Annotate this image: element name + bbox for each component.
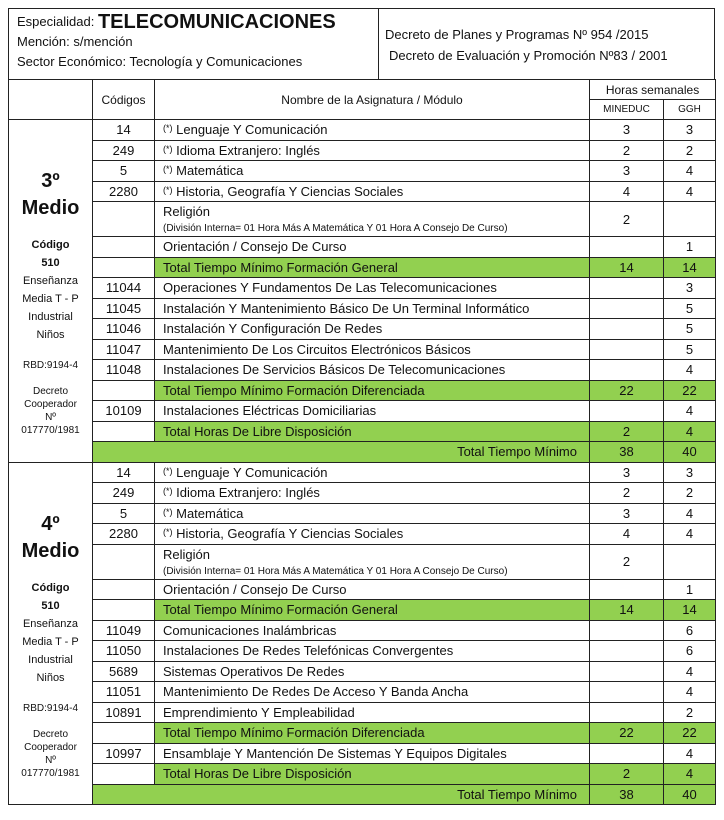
subject-name-cell xyxy=(155,202,590,237)
hours-mineduc xyxy=(590,661,664,682)
hours-mineduc xyxy=(590,237,664,258)
hours-ggh xyxy=(664,202,716,237)
asterisk-mark: (*) xyxy=(163,164,173,175)
hours-ggh: 3 xyxy=(664,120,716,141)
decree-line-2: Cooperador xyxy=(24,399,77,410)
hours-mineduc: 14 xyxy=(590,600,664,621)
grand-total-mineduc: 38 xyxy=(590,442,664,463)
subject-name: Instalaciones De Servicios Básicos De Telecomunicaciones xyxy=(163,362,506,378)
subject-name: Matemática xyxy=(176,505,244,521)
hours-ggh: 14 xyxy=(664,600,716,621)
hours-ggh: 4 xyxy=(664,161,716,182)
subject-name-cell xyxy=(155,579,590,600)
subject-name-cell xyxy=(155,503,590,524)
grade-level: Medio xyxy=(21,539,80,562)
subject-name-cell xyxy=(155,483,590,504)
hours-mineduc: 3 xyxy=(590,503,664,524)
subject-name: Idioma Extranjero: Inglés xyxy=(176,485,320,501)
hours-mineduc: 3 xyxy=(590,161,664,182)
subject-name: Total Tiempo Mínimo Formación General xyxy=(163,602,398,618)
subject-code: 249 xyxy=(93,483,155,504)
subject-row xyxy=(9,161,716,182)
subject-name-cell xyxy=(155,360,590,381)
subject-row xyxy=(9,401,716,422)
subject-row xyxy=(9,278,716,299)
grand-total-ggh: 40 xyxy=(664,784,716,805)
subject-name-cell xyxy=(155,237,590,258)
subject-name: Historia, Geografía Y Ciencias Sociales xyxy=(176,526,404,542)
program-info xyxy=(9,579,92,687)
subject-name: Religión xyxy=(163,204,210,219)
subject-name: Lenguaje Y Comunicación xyxy=(176,122,328,138)
hours-ggh: 4 xyxy=(664,421,716,442)
subject-row xyxy=(9,702,716,723)
grand-total-row xyxy=(9,442,716,463)
header-box xyxy=(8,8,715,80)
col-ggh-header: GGH xyxy=(664,100,716,120)
subject-code xyxy=(93,544,155,579)
hours-ggh: 4 xyxy=(664,682,716,703)
teaching-line-2: Media T - P xyxy=(22,635,79,648)
subtotal-row xyxy=(9,421,716,442)
subject-code xyxy=(93,723,155,744)
hours-ggh: 22 xyxy=(664,723,716,744)
hours-ggh: 6 xyxy=(664,641,716,662)
subtotal-row xyxy=(9,600,716,621)
specialty-label: Especialidad: xyxy=(17,14,95,29)
decree-evaluation: Decreto de Evaluación y Promoción Nº83 / 2001 xyxy=(389,48,668,63)
subject-row xyxy=(9,339,716,360)
subject-name-cell xyxy=(155,524,590,545)
subject-name: Emprendimiento Y Empleabilidad xyxy=(163,704,355,720)
hours-mineduc xyxy=(590,319,664,340)
teaching-line-3: Industrial xyxy=(28,653,73,666)
subject-row xyxy=(9,462,716,483)
hours-ggh: 14 xyxy=(664,257,716,278)
subject-row xyxy=(9,579,716,600)
grade-level: Medio xyxy=(21,197,80,219)
subject-name-cell xyxy=(155,339,590,360)
subject-name: Sistemas Operativos De Redes xyxy=(163,663,345,679)
subject-name-cell xyxy=(155,319,590,340)
col-codes-header: Códigos xyxy=(93,80,155,120)
subject-name: Total Tiempo Mínimo Formación General xyxy=(163,259,398,275)
subject-name-cell xyxy=(155,600,590,621)
hours-mineduc: 3 xyxy=(590,120,664,141)
hours-mineduc xyxy=(590,620,664,641)
subject-row xyxy=(9,620,716,641)
subject-note: (División Interna= 01 Hora Más A Matemática Y 01 Hora A Consejo De Curso) xyxy=(163,223,508,234)
subject-row xyxy=(9,544,716,579)
hours-mineduc: 22 xyxy=(590,723,664,744)
hours-ggh: 1 xyxy=(664,237,716,258)
subject-name-cell xyxy=(155,544,590,579)
grade-side-cell xyxy=(9,120,93,463)
grade-number: 3º xyxy=(41,170,60,192)
hours-ggh: 1 xyxy=(664,579,716,600)
subject-name-cell xyxy=(155,120,590,141)
hours-mineduc: 22 xyxy=(590,380,664,401)
subject-row xyxy=(9,140,716,161)
asterisk-mark: (*) xyxy=(163,143,173,154)
hours-mineduc xyxy=(590,298,664,319)
teaching-line-4: Niños xyxy=(36,671,65,684)
hours-mineduc: 4 xyxy=(590,524,664,545)
subject-name: Lenguaje Y Comunicación xyxy=(176,464,328,480)
subject-row xyxy=(9,319,716,340)
subject-name: Idioma Extranjero: Inglés xyxy=(176,142,320,158)
subject-code xyxy=(93,380,155,401)
subject-code: 11050 xyxy=(93,641,155,662)
subject-row xyxy=(9,743,716,764)
hours-mineduc: 2 xyxy=(590,544,664,579)
subtotal-row xyxy=(9,257,716,278)
hours-mineduc: 2 xyxy=(590,483,664,504)
subject-code: 10891 xyxy=(93,702,155,723)
grade-label xyxy=(9,168,92,222)
asterisk-mark: (*) xyxy=(163,465,173,476)
subject-row xyxy=(9,181,716,202)
subject-code: 11048 xyxy=(93,360,155,381)
hours-ggh: 5 xyxy=(664,319,716,340)
hours-mineduc xyxy=(590,401,664,422)
grade-number: 4º xyxy=(41,512,60,535)
subject-code xyxy=(93,764,155,785)
subject-name-cell xyxy=(155,764,590,785)
subject-name: Instalaciones De Redes Telefónicas Convergentes xyxy=(163,643,454,659)
hours-ggh: 3 xyxy=(664,462,716,483)
col-mineduc-header: MINEDUC xyxy=(590,100,664,120)
subject-code: 2280 xyxy=(93,181,155,202)
subject-row xyxy=(9,641,716,662)
hours-ggh: 22 xyxy=(664,380,716,401)
program-code-number: 510 xyxy=(41,257,60,269)
column-header-row xyxy=(9,80,716,100)
subject-code xyxy=(93,600,155,621)
subject-name-cell xyxy=(155,661,590,682)
hours-ggh: 4 xyxy=(664,661,716,682)
hours-ggh: 4 xyxy=(664,743,716,764)
subject-code: 11046 xyxy=(93,319,155,340)
hours-mineduc: 3 xyxy=(590,462,664,483)
subject-code: 11051 xyxy=(93,682,155,703)
rbd-text: RBD:9194-4 xyxy=(22,702,79,714)
subtotal-row xyxy=(9,764,716,785)
hours-ggh: 4 xyxy=(664,503,716,524)
subject-row xyxy=(9,524,716,545)
hours-mineduc: 2 xyxy=(590,764,664,785)
grand-total-label: Total Tiempo Mínimo xyxy=(93,784,590,805)
asterisk-mark: (*) xyxy=(163,123,173,134)
subject-row xyxy=(9,298,716,319)
hours-ggh: 2 xyxy=(664,483,716,504)
hours-ggh: 4 xyxy=(664,181,716,202)
subject-name-cell xyxy=(155,702,590,723)
hours-mineduc xyxy=(590,682,664,703)
subject-code: 2280 xyxy=(93,524,155,545)
subject-code xyxy=(93,579,155,600)
subject-code: 11049 xyxy=(93,620,155,641)
subject-row xyxy=(9,202,716,237)
hours-ggh: 4 xyxy=(664,524,716,545)
program-code-label: Código xyxy=(31,581,70,594)
corner-cell xyxy=(9,80,93,120)
subject-name: Total Horas De Libre Disposición xyxy=(163,766,352,782)
subject-name-cell xyxy=(155,181,590,202)
hours-mineduc xyxy=(590,339,664,360)
subject-code: 10997 xyxy=(93,743,155,764)
hours-ggh: 4 xyxy=(664,764,716,785)
subject-name-cell xyxy=(155,257,590,278)
subject-name: Total Tiempo Mínimo Formación Diferenciada xyxy=(163,725,425,741)
subject-name-cell xyxy=(155,682,590,703)
hours-ggh: 5 xyxy=(664,298,716,319)
subject-name: Instalación Y Configuración De Redes xyxy=(163,321,383,337)
grade-label xyxy=(9,511,92,565)
subject-code xyxy=(93,237,155,258)
hours-mineduc xyxy=(590,579,664,600)
subject-code: 11045 xyxy=(93,298,155,319)
subject-name: Matemática xyxy=(176,163,244,179)
subject-name: Operaciones Y Fundamentos De Las Telecomunicaciones xyxy=(163,280,497,296)
subject-code: 5 xyxy=(93,161,155,182)
grand-total-ggh: 40 xyxy=(664,442,716,463)
subject-code: 10109 xyxy=(93,401,155,422)
subject-name-cell xyxy=(155,620,590,641)
decree-line-3: Nº xyxy=(45,412,56,423)
hours-mineduc: 2 xyxy=(590,421,664,442)
hours-ggh: 6 xyxy=(664,620,716,641)
subject-name: Total Tiempo Mínimo Formación Diferenciada xyxy=(163,382,425,398)
subject-name-cell xyxy=(155,462,590,483)
subject-name-cell xyxy=(155,401,590,422)
subtotal-row xyxy=(9,723,716,744)
decree-line-4: 017770/1981 xyxy=(21,425,80,436)
curriculum-table xyxy=(8,79,716,805)
program-code-label: Código xyxy=(31,239,70,251)
program-info xyxy=(9,236,92,344)
subject-name-cell xyxy=(155,641,590,662)
decree-line-1: Decreto xyxy=(32,386,68,397)
subject-name: Orientación / Consejo De Curso xyxy=(163,581,347,597)
sector-text: Sector Económico: Tecnología y Comunicaciones xyxy=(17,54,303,69)
hours-mineduc xyxy=(590,641,664,662)
subject-row xyxy=(9,682,716,703)
subject-name-cell xyxy=(155,140,590,161)
subject-code: 5 xyxy=(93,503,155,524)
grand-total-row xyxy=(9,784,716,805)
header-decrees xyxy=(379,9,714,79)
hours-ggh: 2 xyxy=(664,140,716,161)
subject-name-cell xyxy=(155,298,590,319)
subject-name: Instalación Y Mantenimiento Básico De Un Terminal Informático xyxy=(163,300,530,316)
hours-ggh: 4 xyxy=(664,360,716,381)
asterisk-mark: (*) xyxy=(163,506,173,517)
hours-ggh: 2 xyxy=(664,702,716,723)
teaching-line-2: Media T - P xyxy=(22,293,79,305)
hours-mineduc: 2 xyxy=(590,140,664,161)
subject-row xyxy=(9,503,716,524)
decree-cooperator xyxy=(9,728,92,780)
header-specialty xyxy=(9,9,379,79)
hours-mineduc xyxy=(590,743,664,764)
decree-plans: Decreto de Planes y Programas Nº 954 /2015 xyxy=(385,27,649,42)
decree-cooperator xyxy=(9,385,92,437)
program-code-number: 510 xyxy=(41,599,60,612)
hours-ggh: 5 xyxy=(664,339,716,360)
hours-mineduc: 4 xyxy=(590,181,664,202)
subject-row xyxy=(9,120,716,141)
col-name-header: Nombre de la Asignatura / Módulo xyxy=(155,80,590,120)
subject-name-cell xyxy=(155,380,590,401)
teaching-line-3: Industrial xyxy=(28,311,73,323)
hours-mineduc xyxy=(590,702,664,723)
hours-mineduc: 2 xyxy=(590,202,664,237)
subject-row xyxy=(9,483,716,504)
teaching-line-1: Enseñanza xyxy=(22,617,79,630)
hours-ggh: 3 xyxy=(664,278,716,299)
subtotal-row xyxy=(9,380,716,401)
teaching-line-4: Niños xyxy=(36,329,65,341)
subject-name: Total Horas De Libre Disposición xyxy=(163,423,352,439)
subject-name-cell xyxy=(155,161,590,182)
hours-ggh xyxy=(664,544,716,579)
decree-line-2: Cooperador xyxy=(24,741,77,753)
specialty-title: TELECOMUNICACIONES xyxy=(97,11,336,33)
subject-code: 11044 xyxy=(93,278,155,299)
decree-line-1: Decreto xyxy=(32,728,68,740)
subject-row xyxy=(9,237,716,258)
subject-code xyxy=(93,421,155,442)
subject-name: Mantenimiento De Redes De Acceso Y Banda Ancha xyxy=(163,684,469,700)
subject-name-cell xyxy=(155,421,590,442)
subject-name: Historia, Geografía Y Ciencias Sociales xyxy=(176,183,404,199)
decree-line-4: 017770/1981 xyxy=(21,767,80,779)
mention-text: Mención: s/mención xyxy=(17,34,133,49)
rbd-text: RBD:9194-4 xyxy=(22,360,79,371)
decree-line-3: Nº xyxy=(45,754,56,766)
subject-code: 14 xyxy=(93,462,155,483)
subject-name: Orientación / Consejo De Curso xyxy=(163,239,347,255)
col-hours-header: Horas semanales xyxy=(590,80,716,100)
subject-code xyxy=(93,202,155,237)
subject-name-cell xyxy=(155,723,590,744)
subject-row xyxy=(9,360,716,381)
hours-mineduc xyxy=(590,278,664,299)
subject-name-cell xyxy=(155,743,590,764)
subject-code xyxy=(93,257,155,278)
asterisk-mark: (*) xyxy=(163,184,173,195)
subject-row xyxy=(9,661,716,682)
subject-name-cell xyxy=(155,278,590,299)
grade-side-cell xyxy=(9,462,93,805)
asterisk-mark: (*) xyxy=(163,527,173,538)
subject-name: Religión xyxy=(163,546,210,562)
subject-name: Mantenimiento De Los Circuitos Electrónicos Básicos xyxy=(163,341,471,357)
hours-mineduc xyxy=(590,360,664,381)
grand-total-label: Total Tiempo Mínimo xyxy=(93,442,590,463)
hours-ggh: 4 xyxy=(664,401,716,422)
subject-note: (División Interna= 01 Hora Más A Matemática Y 01 Hora A Consejo De Curso) xyxy=(163,565,508,577)
hours-mineduc: 14 xyxy=(590,257,664,278)
subject-code: 11047 xyxy=(93,339,155,360)
subject-code: 5689 xyxy=(93,661,155,682)
subject-name: Instalaciones Eléctricas Domiciliarias xyxy=(163,403,377,419)
grand-total-mineduc: 38 xyxy=(590,784,664,805)
subject-code: 14 xyxy=(93,120,155,141)
subject-name: Ensamblaje Y Mantención De Sistemas Y Equipos Digitales xyxy=(163,745,507,761)
asterisk-mark: (*) xyxy=(163,486,173,497)
teaching-line-1: Enseñanza xyxy=(22,275,79,287)
subject-code: 249 xyxy=(93,140,155,161)
subject-name: Comunicaciones Inalámbricas xyxy=(163,622,337,638)
